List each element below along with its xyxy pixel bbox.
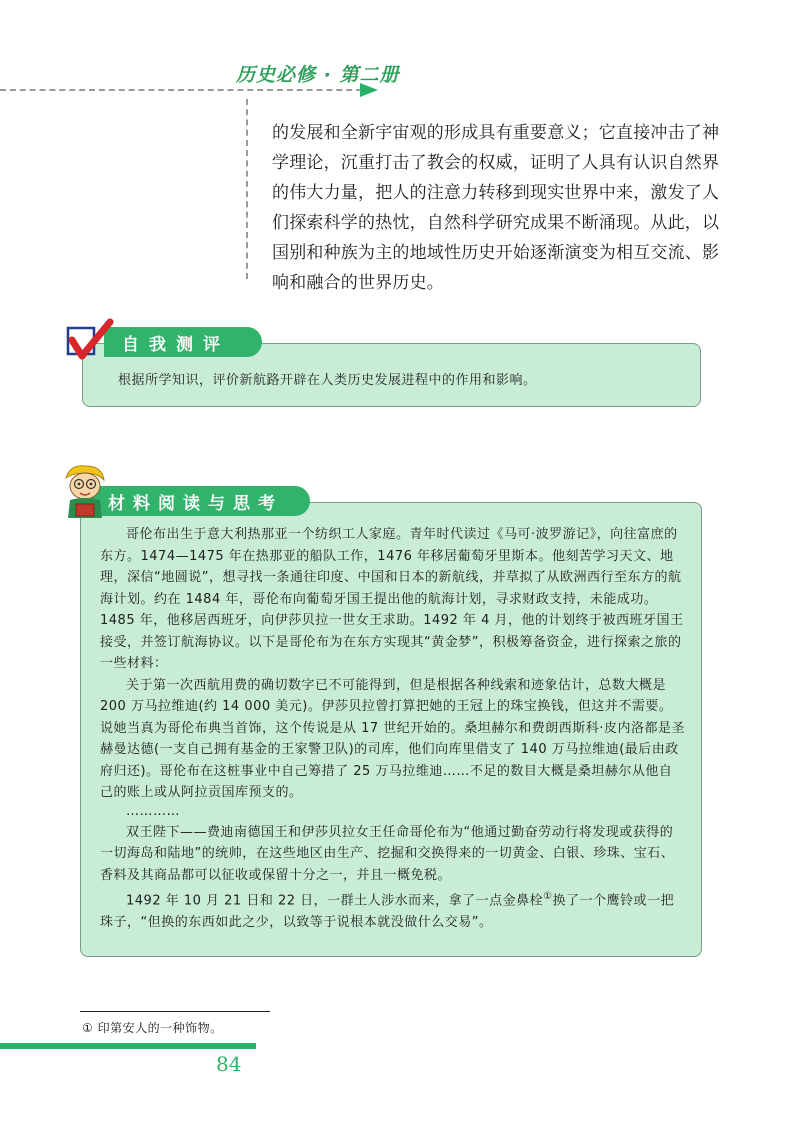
header-arrow-icon	[360, 83, 378, 97]
self-assessment-title: 自我测评	[104, 327, 262, 357]
margin-dashed-rule	[246, 99, 248, 279]
body-line: 国别和种族为主的地域性历史开始逐渐演变为相互交流、影	[272, 243, 720, 263]
footer-green-bar	[0, 1043, 256, 1049]
reading-ellipsis: …………	[126, 803, 180, 819]
footnote-marker[interactable]: ①	[543, 891, 553, 902]
checkmark-icon	[64, 318, 120, 366]
body-line: 的发展和全新宇宙观的形成具有重要意义；它直接冲击了神	[272, 123, 720, 143]
student-mascot-icon	[56, 462, 114, 520]
reading-material-title: 材料阅读与思考	[94, 486, 310, 516]
reading-material-3-before: 1492 年 10 月 21 日和 22 日，一群土人涉水而来，拿了一点金鼻栓	[126, 893, 544, 909]
page-number: 84	[216, 1052, 242, 1076]
body-paragraph	[272, 118, 722, 298]
running-header-title: 历史必修 · 第二册	[236, 64, 400, 86]
reading-material-3	[100, 886, 685, 933]
header-dashed-rule	[0, 89, 372, 91]
reading-intro: 哥伦布出生于意大利热那亚一个纺织工人家庭。青年时代读过《马可·波罗游记》，向往富庶的东方。1474—1475 年在热那亚的船队工作，1476 年移居葡萄牙里斯本。他刻苦学习天文、地理，深信“地圆说”，想寻找一条通往印度、中国和日本的新航线，并草拟了从欧洲西行至东方的航海计划。约在 1484 年，哥伦布向葡萄牙国王提出他的航海计划，寻求财政支持，未能成功。1485 年，他移居西班牙，向伊莎贝拉一世女王求助。1492 年 4 月，他的计划终于被西班牙国王接受，并签订航海协议。以下是哥伦布为在东方实现其“黄金梦”，积极筹备资金，进行探索之旅的一些材料：	[100, 527, 684, 671]
body-line: 们探索科学的热忱，自然科学研究成果不断涌现。从此，以	[272, 213, 720, 233]
self-assessment-prompt: 根据所学知识，评价新航路开辟在人类历史发展进程中的作用和影响。	[118, 373, 537, 388]
body-line: 响和融合的世界历史。	[272, 273, 444, 293]
body-line: 学理论，沉重打击了教会的权威，证明了人具有认识自然界	[272, 153, 720, 173]
reading-material-text	[100, 524, 685, 933]
reading-material-2: 双王陛下——费迪南德国王和伊莎贝拉女王任命哥伦布为“他通过勤奋劳动行将发现或获得的一切海岛和陆地”的统帅，在这些地区由生产、挖掘和交换得来的一切黄金、白银、珍珠、宝石、香料及其商品都可以征收或保留十分之一，并且一概免税。	[100, 824, 675, 883]
reading-material-1: 关于第一次西航用费的确切数字已不可能得到，但是根据各种线索和迹象估计，总数大概是 200 万马拉维迪(约 14 000 美元)。伊莎贝拉曾打算把她的王冠上的珠宝换钱，但这并不需要。说她当真为哥伦布典当首饰，这个传说是从 17 世纪开始的。桑坦赫尔和费朗西斯科·皮内洛都是圣赫曼达德(一支自己拥有基金的王家警卫队)的司库，他们向库里借支了 140 万马拉维迪(最后由政府归还)。哥伦布在这桩事业中自己筹措了 25 万马拉维迪……不足的数目大概是桑坦赫尔从他自己的账上或从阿拉贡国库预支的。	[100, 677, 685, 800]
body-line: 的伟大力量，把人的注意力转移到现实世界中来，激发了人	[272, 183, 720, 203]
footnote-rule	[80, 1011, 270, 1012]
footnote-text: ① 印第安人的一种饰物。	[82, 1021, 223, 1035]
reading-material-3-after: 换了一个鹰铃或一把珠子，“但换的东西如此之少，以致等于说根本就没做什么交易”。	[100, 893, 675, 930]
